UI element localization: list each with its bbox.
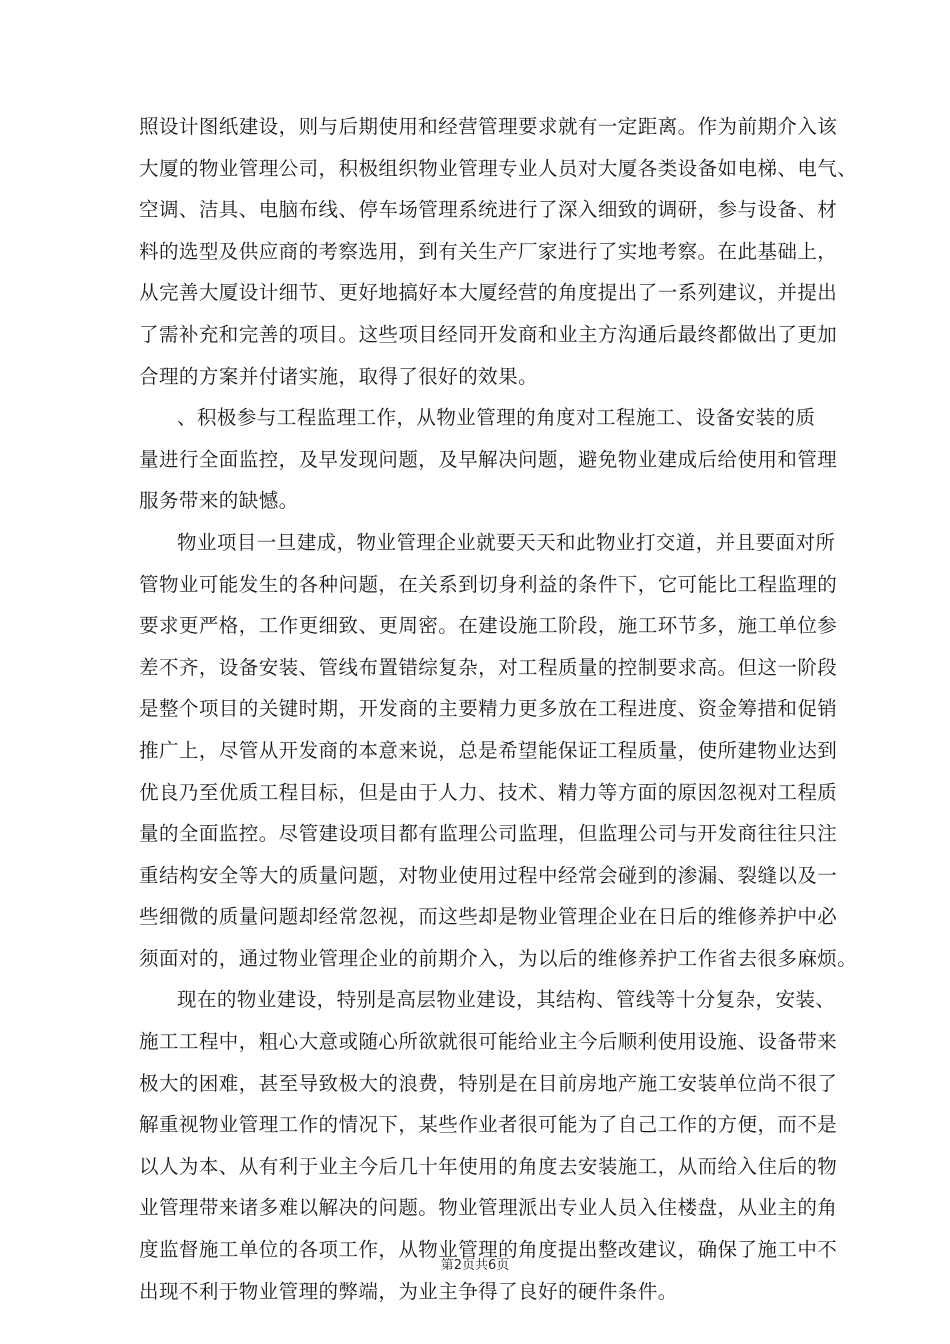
text-line: 了需补充和完善的项目。这些项目经同开发商和业主方沟通后最终都做出了更加: [139, 322, 838, 346]
text-line: 业管理带来诸多难以解决的问题。物业管理派出专业人员入住楼盘，从业主的角: [139, 1196, 838, 1220]
text-line: 以人为本、从有利于业主今后几十年使用的角度去安装施工，从而给入住后的物: [139, 1154, 838, 1178]
text-line: 重结构安全等大的质量问题，对物业使用过程中经常会碰到的渗漏、裂缝以及一: [139, 863, 838, 887]
text-line: 施工工程中，粗心大意或随心所欲就很可能给业主今后顺利使用设施、设备带来: [139, 1030, 838, 1054]
text-line: 照设计图纸建设，则与后期使用和经营管理要求就有一定距离。作为前期介入该: [139, 115, 838, 138]
text-line: 从完善大厦设计细节、更好地搞好本大厦经营的角度提出了一系列建议，并提出: [139, 281, 838, 305]
text-line: 量进行全面监控，及早发现问题，及早解决问题，避免物业建成后给使用和管理: [139, 447, 838, 471]
document-body: [139, 106, 858, 1312]
text-line: 管物业可能发生的各种问题，在关系到切身利益的条件下，它可能比工程监理的: [139, 572, 838, 596]
text-line: 合理的方案并付诸实施，取得了很好的效果。: [139, 364, 539, 388]
text-line: 物业项目一旦建成，物业管理企业就要天天和此物业打交道，并且要面对所: [177, 530, 836, 554]
text-line: 是整个项目的关键时期，开发商的主要精力更多放在工程进度、资金筹措和促销: [139, 697, 838, 721]
paragraph: [139, 106, 858, 397]
text-line: 现在的物业建设，特别是高层物业建设，其结构、管线等十分复杂，安装、: [177, 988, 836, 1012]
text-line: 须面对的，通过物业管理企业的前期介入，为以后的维修养护工作省去很多麻烦。: [139, 946, 858, 970]
text-line: 要求更严格，工作更细致、更周密。在建设施工阶段，施工环节多，施工单位参: [139, 614, 838, 638]
text-line: 些细微的质量问题却经常忽视，而这些却是物业管理企业在日后的维修养护中必: [139, 905, 838, 929]
text-line: 量的全面监控。尽管建设项目都有监理公司监理，但监理公司与开发商往往只注: [139, 822, 838, 846]
text-line: 度监督施工单位的各项工作，从物业管理的角度提出整改建议，确保了施工中不: [139, 1238, 838, 1262]
text-line: 服务带来的缺憾。: [139, 489, 299, 513]
text-line: 优良乃至优质工程目标，但是由于人力、技术、精力等方面的原因忽视对工程质: [139, 780, 838, 804]
text-line: 大厦的物业管理公司，积极组织物业管理专业人员对大厦各类设备如电梯、电气、: [139, 156, 858, 180]
text-line: 料的选型及供应商的考察选用，到有关生产厂家进行了实地考察。在此基础上，: [139, 239, 838, 263]
text-line: 空调、洁具、电脑布线、停车场管理系统进行了深入细致的调研，参与设备、材: [139, 198, 838, 222]
text-line: 解重视物业管理工作的情况下，某些作业者很可能为了自己工作的方便，而不是: [139, 1113, 838, 1137]
text-line: 出现不利于物业管理的弊端，为业主争得了良好的硬件条件。: [139, 1279, 678, 1303]
paragraph: [139, 522, 858, 980]
page-footer: 第2页共6页: [440, 1258, 510, 1273]
text-line: 、积极参与工程监理工作，从物业管理的角度对工程施工、设备安装的质: [177, 406, 816, 430]
text-line: 极大的困难，甚至导致极大的浪费，特别是在目前房地产施工安装单位尚不很了: [139, 1071, 838, 1095]
text-line: 推广上，尽管从开发商的本意来说，总是希望能保证工程质量，使所建物业达到: [139, 738, 838, 762]
text-line: 差不齐，设备安装、管线布置错综复杂，对工程质量的控制要求高。但这一阶段: [139, 655, 838, 679]
paragraph: [139, 397, 838, 522]
